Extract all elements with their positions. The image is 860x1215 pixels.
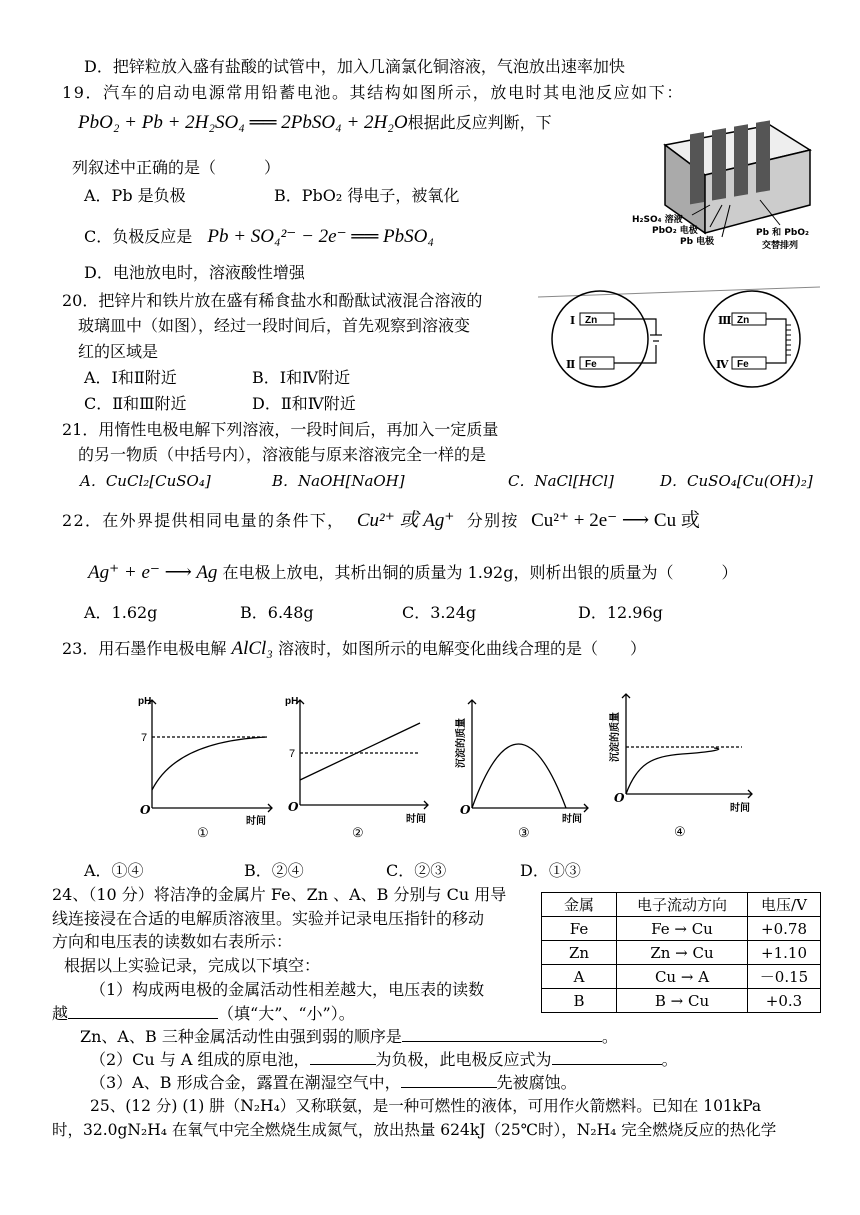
graph-3-ylabel: 沉淀的质量 [456,718,467,768]
graph-4-xlabel: 时间 [730,803,750,814]
q23-stem-c: 溶液时，如图所示的电解变化曲线合理的是（ ） [278,639,647,658]
q20-option-d: D．Ⅱ和Ⅳ附近 [252,394,356,413]
graph-1-seven: 7 [141,732,148,744]
q21-option-c: C．NaCl[HCl] [508,472,614,490]
q24-part3 [90,1071,577,1094]
q22-option-c: C．3.24g [402,603,477,622]
metal-voltage-table [541,892,821,1013]
q20-stem-1: 20．把锌片和铁片放在盛有稀食盐水和酚酞试液混合溶液的 [62,291,483,310]
q19-stem-cont: 列叙述中正确的是（ ） [72,158,281,177]
label-fe-right: Fe [737,359,749,370]
table-cell: +0.3 [748,989,821,1013]
q23-option-b: B．②④ [244,861,304,880]
q22-ions: Cu²⁺ 或 Ag⁺ [356,510,455,531]
q22-stem-1c: 分别按 [466,511,519,530]
q19-equation-after: 根据此反应判断，下 [407,113,552,132]
q25-stem-2: 时，32.0gN₂H₄ 在氧气中完全燃烧生成氮气，放出热量 624kJ（25℃时），N₂H₄ 完全燃烧反应的热化学 [52,1121,777,1139]
graph-3 [448,690,598,845]
table-cell: Zn [542,941,617,965]
q23-option-d: D．①③ [520,861,581,880]
label-region-i: Ⅰ [570,314,576,327]
q24-order-line [80,1025,618,1048]
q24-part1-yue: 越 [52,1004,69,1023]
table-cell: B [542,989,617,1013]
q20-option-a: A．Ⅰ和Ⅱ附近 [84,368,177,387]
graph-2-ylabel: pH [285,696,299,707]
q21-stem-1: 21．用惰性电极电解下列溶液，一段时间后，再加入一定质量 [62,420,499,439]
q19-option-c: C．负极反应是 [84,227,193,246]
q19-equation: PbO₂ + Pb + 2H₂SO₄ ══ 2PbSO₄ + 2H₂O [78,112,408,133]
q21-option-d: D．CuSO₄[Cu(OH)₂] [660,472,813,490]
q22-stem-2 [88,562,737,584]
graph-1-ylabel: pH [138,696,152,707]
graph-1 [132,690,282,845]
dish-experiment-figure [538,285,820,391]
q23-alcl3: AlCl₃ [231,638,273,659]
table-cell: Fe → Cu [617,917,748,941]
table-header: 金属 [542,893,617,917]
label-region-iii: Ⅲ [718,314,732,327]
table-row [542,917,821,941]
q22-option-a: A．1.62g [84,603,158,622]
graph-1-origin: O [140,803,151,817]
q24-part3-a: （3）A、B 形成合金，露置在潮湿空气中， [90,1073,401,1092]
q19-option-a: A．Pb 是负极 [84,186,186,205]
q20-option-c: C．Ⅱ和Ⅲ附近 [84,394,187,413]
lead-acid-battery-figure [630,105,820,255]
q22-option-b: B．6.48g [240,603,314,622]
label-h2so4: H₂SO₄ 溶液 [632,215,683,225]
q18-option-d: D．把锌粒放入盛有盐酸的试管中，加入几滴氯化铜溶液，气泡放出速率加快 [84,57,625,76]
q24-part2-a: （2）Cu 与 A 组成的原电池， [90,1050,310,1069]
label-pb-electrode: Pb 电极 [680,237,715,247]
graph-2-origin: O [288,800,299,814]
table-cell: A [542,965,617,989]
q23-stem-a: 23．用石墨作电极电解 [62,639,227,658]
q20-option-b: B．Ⅰ和Ⅳ附近 [252,368,351,387]
q24-part2-b: 为负极，此电极反应式为 [375,1050,552,1069]
q22-stem-1a: 22．在外界提供相同电量的条件下， [62,511,345,530]
table-cell: B → Cu [617,989,748,1013]
q24-stem-2: 线连接浸在合适的电解质溶液里。实验并记录电压指针的移动 [52,909,485,928]
q24-blank-5[interactable] [401,1071,497,1088]
q19-option-c-equation: Pb + SO₄²⁻ − 2e⁻ ══ PbSO₄ [207,226,434,247]
q22-stem-2b: 在电极上放电，其析出铜的质量为 1.92g，则析出银的质量为（ ） [222,563,738,582]
label-zn-left: Zn [585,315,598,326]
q24-blank-4[interactable] [552,1048,662,1065]
q23-option-a: A．①④ [84,861,144,880]
graph-2 [280,690,440,845]
table-cell: +1.10 [748,941,821,965]
q22-option-d: D．12.96g [578,603,663,622]
label-alternating-2: 交替排列 [762,241,799,251]
q24-blank-3[interactable] [310,1048,376,1065]
table-header-row [542,893,821,917]
graph-2-xlabel: 时间 [406,814,426,825]
graph-3-xlabel: 时间 [562,814,582,825]
q23-option-c: C．②③ [386,861,447,880]
table-row [542,989,821,1013]
q24-order-end: 。 [601,1027,618,1046]
label-alternating-1: Pb 和 PbO₂ [756,228,809,238]
q24-part1-fill [52,1002,355,1025]
q22-ag-reaction: Ag⁺ + e⁻ ⟶ Ag [88,562,218,583]
label-region-ii: Ⅱ [566,358,576,371]
q19-option-c-line [84,226,434,248]
graph-4 [602,684,762,844]
q19-option-b: B．PbO₂ 得电子，被氧化 [274,186,460,205]
q20-stem-2: 玻璃皿中（如图），经过一段时间后，首先观察到溶液变 [78,316,471,335]
q21-option-b: B．NaOH[NaOH] [272,472,405,490]
q21-option-a: A．CuCl₂[CuSO₄] [80,472,211,490]
label-region-iv: Ⅳ [716,358,729,371]
table-header: 电压/V [748,893,821,917]
q24-blank-1[interactable] [68,1002,218,1019]
q23-stem [62,638,646,660]
q24-part1-hint: （填“大”、“小”）。 [218,1004,355,1023]
q22-cu-reaction: Cu²⁺ + 2e⁻ ⟶ Cu 或 [531,510,700,531]
q19-equation-line [78,112,552,134]
q24-stem-1: 24、（10 分）将洁净的金属片 Fe、Zn 、A、B 分别与 Cu 用导 [52,885,507,904]
q25-stem-1: 25、(12 分) (1) 肼（N₂H₄）又称联氨，是一种可燃性的液体，可用作火箭燃料。已知在 101kPa [90,1097,762,1115]
q22-stem-1 [62,510,700,532]
graph-1-xlabel: 时间 [246,816,266,827]
label-fe-left: Fe [585,359,597,370]
q24-stem-3: 方向和电压表的读数如右表所示： [52,932,293,951]
label-zn-right: Zn [737,315,750,326]
table-cell: Cu → A [617,965,748,989]
q24-part2 [90,1048,678,1071]
q21-stem-2: 的另一物质（中括号内），溶液能与原来溶液完全一样的是 [78,445,487,464]
table-cell: Fe [542,917,617,941]
table-cell: +0.78 [748,917,821,941]
graph-2-number: ② [352,826,364,841]
q24-part3-b: 先被腐蚀。 [496,1073,577,1092]
q19-stem: 19．汽车的启动电源常用铅蓄电池。其结构如图所示，放电时其电池反应如下： [62,83,684,102]
graph-4-number: ④ [674,825,686,840]
graph-1-number: ① [197,826,209,841]
graph-2-seven: 7 [289,748,296,760]
q19-option-d: D．电池放电时，溶液酸性增强 [84,263,305,282]
graph-4-origin: O [614,791,625,805]
table-row [542,941,821,965]
q24-part2-c: 。 [661,1050,678,1069]
table-cell: －0.15 [748,965,821,989]
label-pbo2-electrode: PbO₂ 电极 [652,226,698,236]
table-cell: Zn → Cu [617,941,748,965]
q24-stem-4: 根据以上实验记录，完成以下填空： [64,956,321,975]
q24-part1: （1）构成两电极的金属活动性相差越大，电压表的读数 [90,980,485,999]
q24-blank-2[interactable] [402,1025,602,1042]
q20-stem-3: 红的区域是 [78,342,159,361]
q24-order-text: Zn、A、B 三种金属活动性由强到弱的顺序是 [80,1027,402,1046]
graph-4-ylabel: 沉淀的质量 [610,712,621,762]
table-header: 电子流动方向 [617,893,748,917]
graph-3-origin: O [460,803,471,817]
table-row [542,965,821,989]
graph-3-number: ③ [518,826,530,841]
